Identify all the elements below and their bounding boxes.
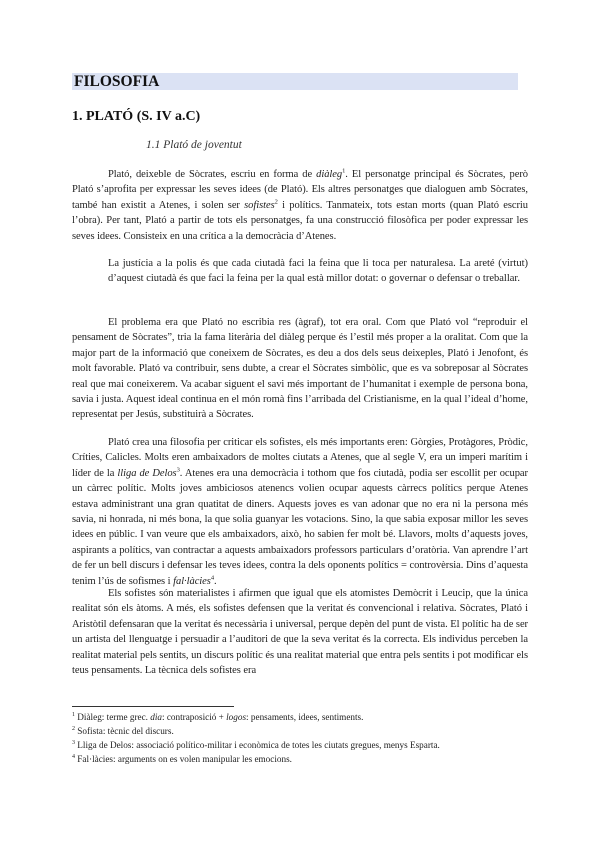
heading-3: 1.1 Plató de joventut <box>146 139 242 151</box>
footnote-ref-1: 1 <box>342 167 346 175</box>
footnote-ref-3: 3 <box>176 466 180 474</box>
term-fallacies: fal·làcies <box>173 575 211 587</box>
footnote-4: $^4$ Fal·làcies: arguments on es volen manipular les emocions. <box>72 753 292 764</box>
heading-filosofia <box>72 73 518 90</box>
term-sofistes: sofistes <box>244 199 275 211</box>
quote-paragraph: La justícia a la polis és que cada ciutadà faci la feina que li toca per naturalesa. La areté (virtut) d’aquest ciutadà és que faci la feina per la qual està millor dotat: o governar o defensar o treballar. <box>108 258 528 285</box>
footnote-separator <box>72 706 234 707</box>
heading-2: 1. PLATÓ (S. IV a.C) <box>72 109 201 124</box>
footnote-ref-4: 4 <box>210 574 215 582</box>
footnote-1: $^1$ Diàleg: terme grec. dia: contraposició + logos: pensaments, idees, sentiments. <box>72 711 364 722</box>
term-lliga-de-delos: lliga de Delos <box>117 467 177 479</box>
paragraph-1: Plató, deixeble de Sòcrates, escriu en forma de diàleg$^1$. El personatge principal és Sòcrates, però Plató s’aprofita per expressar les seves idees (de Plató). Els altres personatges que dialoguen amb Sòcrates, també han existit a Atenes, i solen ser sofistes$^2$ i polítics. Tanmateix, tots estan morts (quan Plató escriu l’obra). Per tant, Plató a partir de tots els personatges, fa una construcció filosòfica per poder expressar les seves idees. Consisteix en una crítica a la democràcia d’Atenes. <box>72 167 528 242</box>
term-dialeg: diàleg <box>316 169 343 180</box>
paragraph-3: Plató crea una filosofia per criticar els sofistes, els més importants eren: Gòrgies, Protàgores, Pròdic, Críties, Calicles. Molts eren ambaixadors de moltes ciutats a Atenes, que al segle V, era un imperi marítim i líder de la lliga de Delos$^3$. Atenes era una democràcia i tothom que fos ciutadà, podia ser escollit per ocupar un càrrec polític. Molts joves ambiciosos atenencs volien ocupar aquests càrrecs polítics perque Atenes estava administrant una gran quatitat de diners. Aquests joves es van adonar que no era ni la persona més savia, ni honrada, ni més bona, la que solia guanyar les votacions. Sino, la que sabia exposar millor les seves idees en públic. I van veure que els ambaixadors, això, ho sabien fer molt bé. Llavors, molts d’aquests joves, aspirants a polítics, van contractar a aquests ambaixadors professors particulars d’oratòria. Van aprendre l’art de fer un bell discurs i defensar les teves idees, contra la dels oponents polítics = controvèrsia. Dins d’aquesta tenim l’ús de sofismes i fal·làcies$^4$. <box>72 437 528 587</box>
paragraph-2: El problema era que Plató no escribia res (àgraf), tot era oral. Com que Plató vol “reproduir el pensament de Sòcrates”, tria la fama literària del diàleg perque és l’estil més proper a la oralitat. Com que la major part de la informació que coneixem de Sòcrates, es deu a dos dels seus deixeples, Plató i Jenofont, és molt favorable. Plató va contribuir, sens dubte, a crear el Sòcrates simbòlic, que es va sobreposar al Sòcrates real que mai coneixerem. Va acabar siguent el savi més important de l’humanitat i exemple de persona bona, savia i justa. Aquest ideal continua en el món romà fins l’arribada del Cristianisme, en la qual l’ideal d’home, representat per Jesús, substituirà a Sòcrates. <box>72 317 528 421</box>
paragraph-4: Els sofistes són materialistes i afirmen que igual que els atomistes Demòcrit i Leucip, que la única realitat són els àtoms. A més, els sofistes defensen que la veritat és convencional i relativa. Sòcrates, Plató i Aristòtil defensaran que la veritat és necessària i universal, perque depèn del punt de vista. El polític ha de ser un artista del llenguatge i persuadir a l’auditori de que la seva veritat és la correcta. Els individus perceben la realitat material pels sentits, un discurs polític és una realitat material que entra pels sentits i pot modificar els teus pensaments. La tècnica dels sofistes era <box>72 588 528 677</box>
footnote-ref-2: 2 <box>274 198 278 206</box>
footnote-2: $^2$ Sofista: tècnic del discurs. <box>72 725 174 736</box>
footnote-3: $^3$ Lliga de Delos: associació político-militar i econòmica de totes les ciutats gregues, menys Esparta. <box>72 739 440 750</box>
heading-1: FILOSOFIA <box>74 73 160 90</box>
